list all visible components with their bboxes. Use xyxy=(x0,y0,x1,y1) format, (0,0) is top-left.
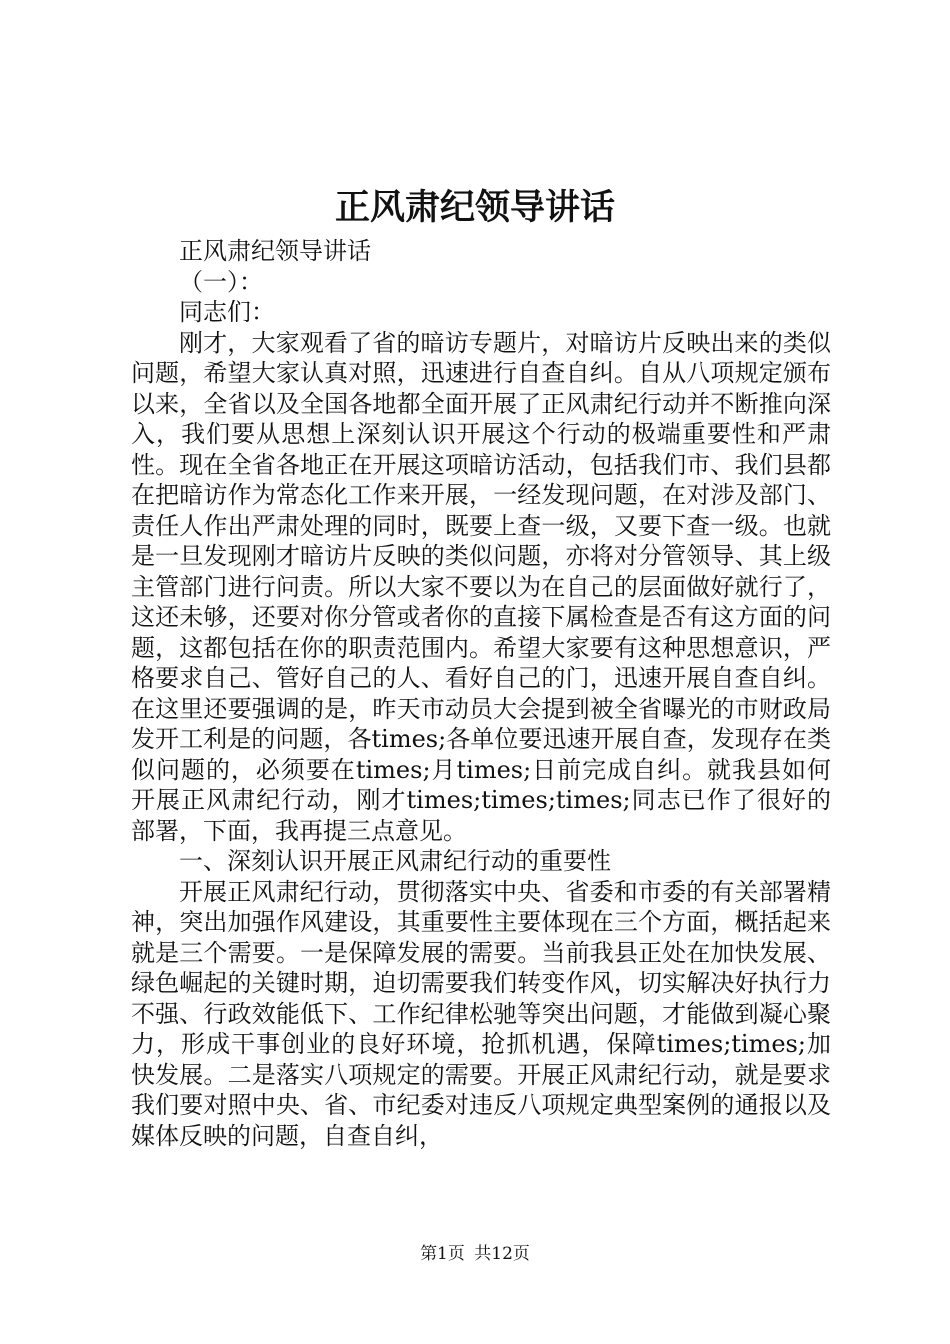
page-total: 共12页 xyxy=(474,1244,530,1264)
paragraph-section-marker: （一）： xyxy=(179,267,263,296)
page-number: 第1页 xyxy=(420,1244,465,1264)
paragraph-opening: 刚才，大家观看了省的暗访专题片，对暗访片反映出来的类似问题，希望大家认真对照，迅速进行自查自纠。自从八项规定颁布以来，全省以及全国各地都全面开展了正风肃纪行动并不断推向深入，我们要从思想上深刻认识开展这个行动的极端重要性和严肃性。现在全省各地正在开展这项暗访活动，包括我们市、我们县都在把暗访作为常态化工作来开展，一经发现问题，在对涉及部门、责任人作出严肃处理的同时，既要上查一级，又要下查一级。也就是一旦发现刚才暗访片反映的类似问题，亦将对分管领导、其上级主管部门进行问责。所以大家不要以为在自己的层面做好就行了，这还未够，还要对你分管或者你的直接下属检查是否有这方面的问题，这都包括在你的职责范围内。希望大家要有这种思想意识，严格要求自己、管好自己的人、看好自己的门，迅速开展自查自纠。在这里还要强调的是，昨天市动员大会提到被全省曝光的市财政局发开工利是的问题，各times;各单位要迅速开展自查，发现存在类似问题的，必须要在times;月times;日前完成自纠。就我县如何开展正风肃纪行动，刚才times;times;times;同志已作了很好的部署，下面，我再提三点意见。 xyxy=(131,328,831,845)
paragraph-subtitle: 正风肃纪领导讲话 xyxy=(179,237,371,265)
paragraph-heading-one: 一、深刻认识开展正风肃纪行动的重要性 xyxy=(179,847,611,875)
document-body xyxy=(131,236,831,1151)
page-footer xyxy=(0,1242,950,1266)
paragraph-salutation: 同志们： xyxy=(179,298,275,326)
document-title: 正风肃纪领导讲话 xyxy=(334,187,615,228)
paragraph-importance: 开展正风肃纪行动，贯彻落实中央、省委和市委的有关部署精神，突出加强作风建设，其重要性主要体现在三个方面，概括起来就是三个需要。一是保障发展的需要。当前我县正处在加快发展、绿色崛起的关键时期，迫切需要我们转变作风，切实解决好执行力不强、行政效能低下、工作纪律松驰等突出问题，才能做到凝心聚力，形成干事创业的良好环境，抢抓机遇，保障times;times;加快发展。二是落实八项规定的需要。开展正风肃纪行动，就是要求我们要对照中央、省、市纪委对违反八项规定典型案例的通报以及媒体反映的问题，自查自纠， xyxy=(131,877,831,1150)
